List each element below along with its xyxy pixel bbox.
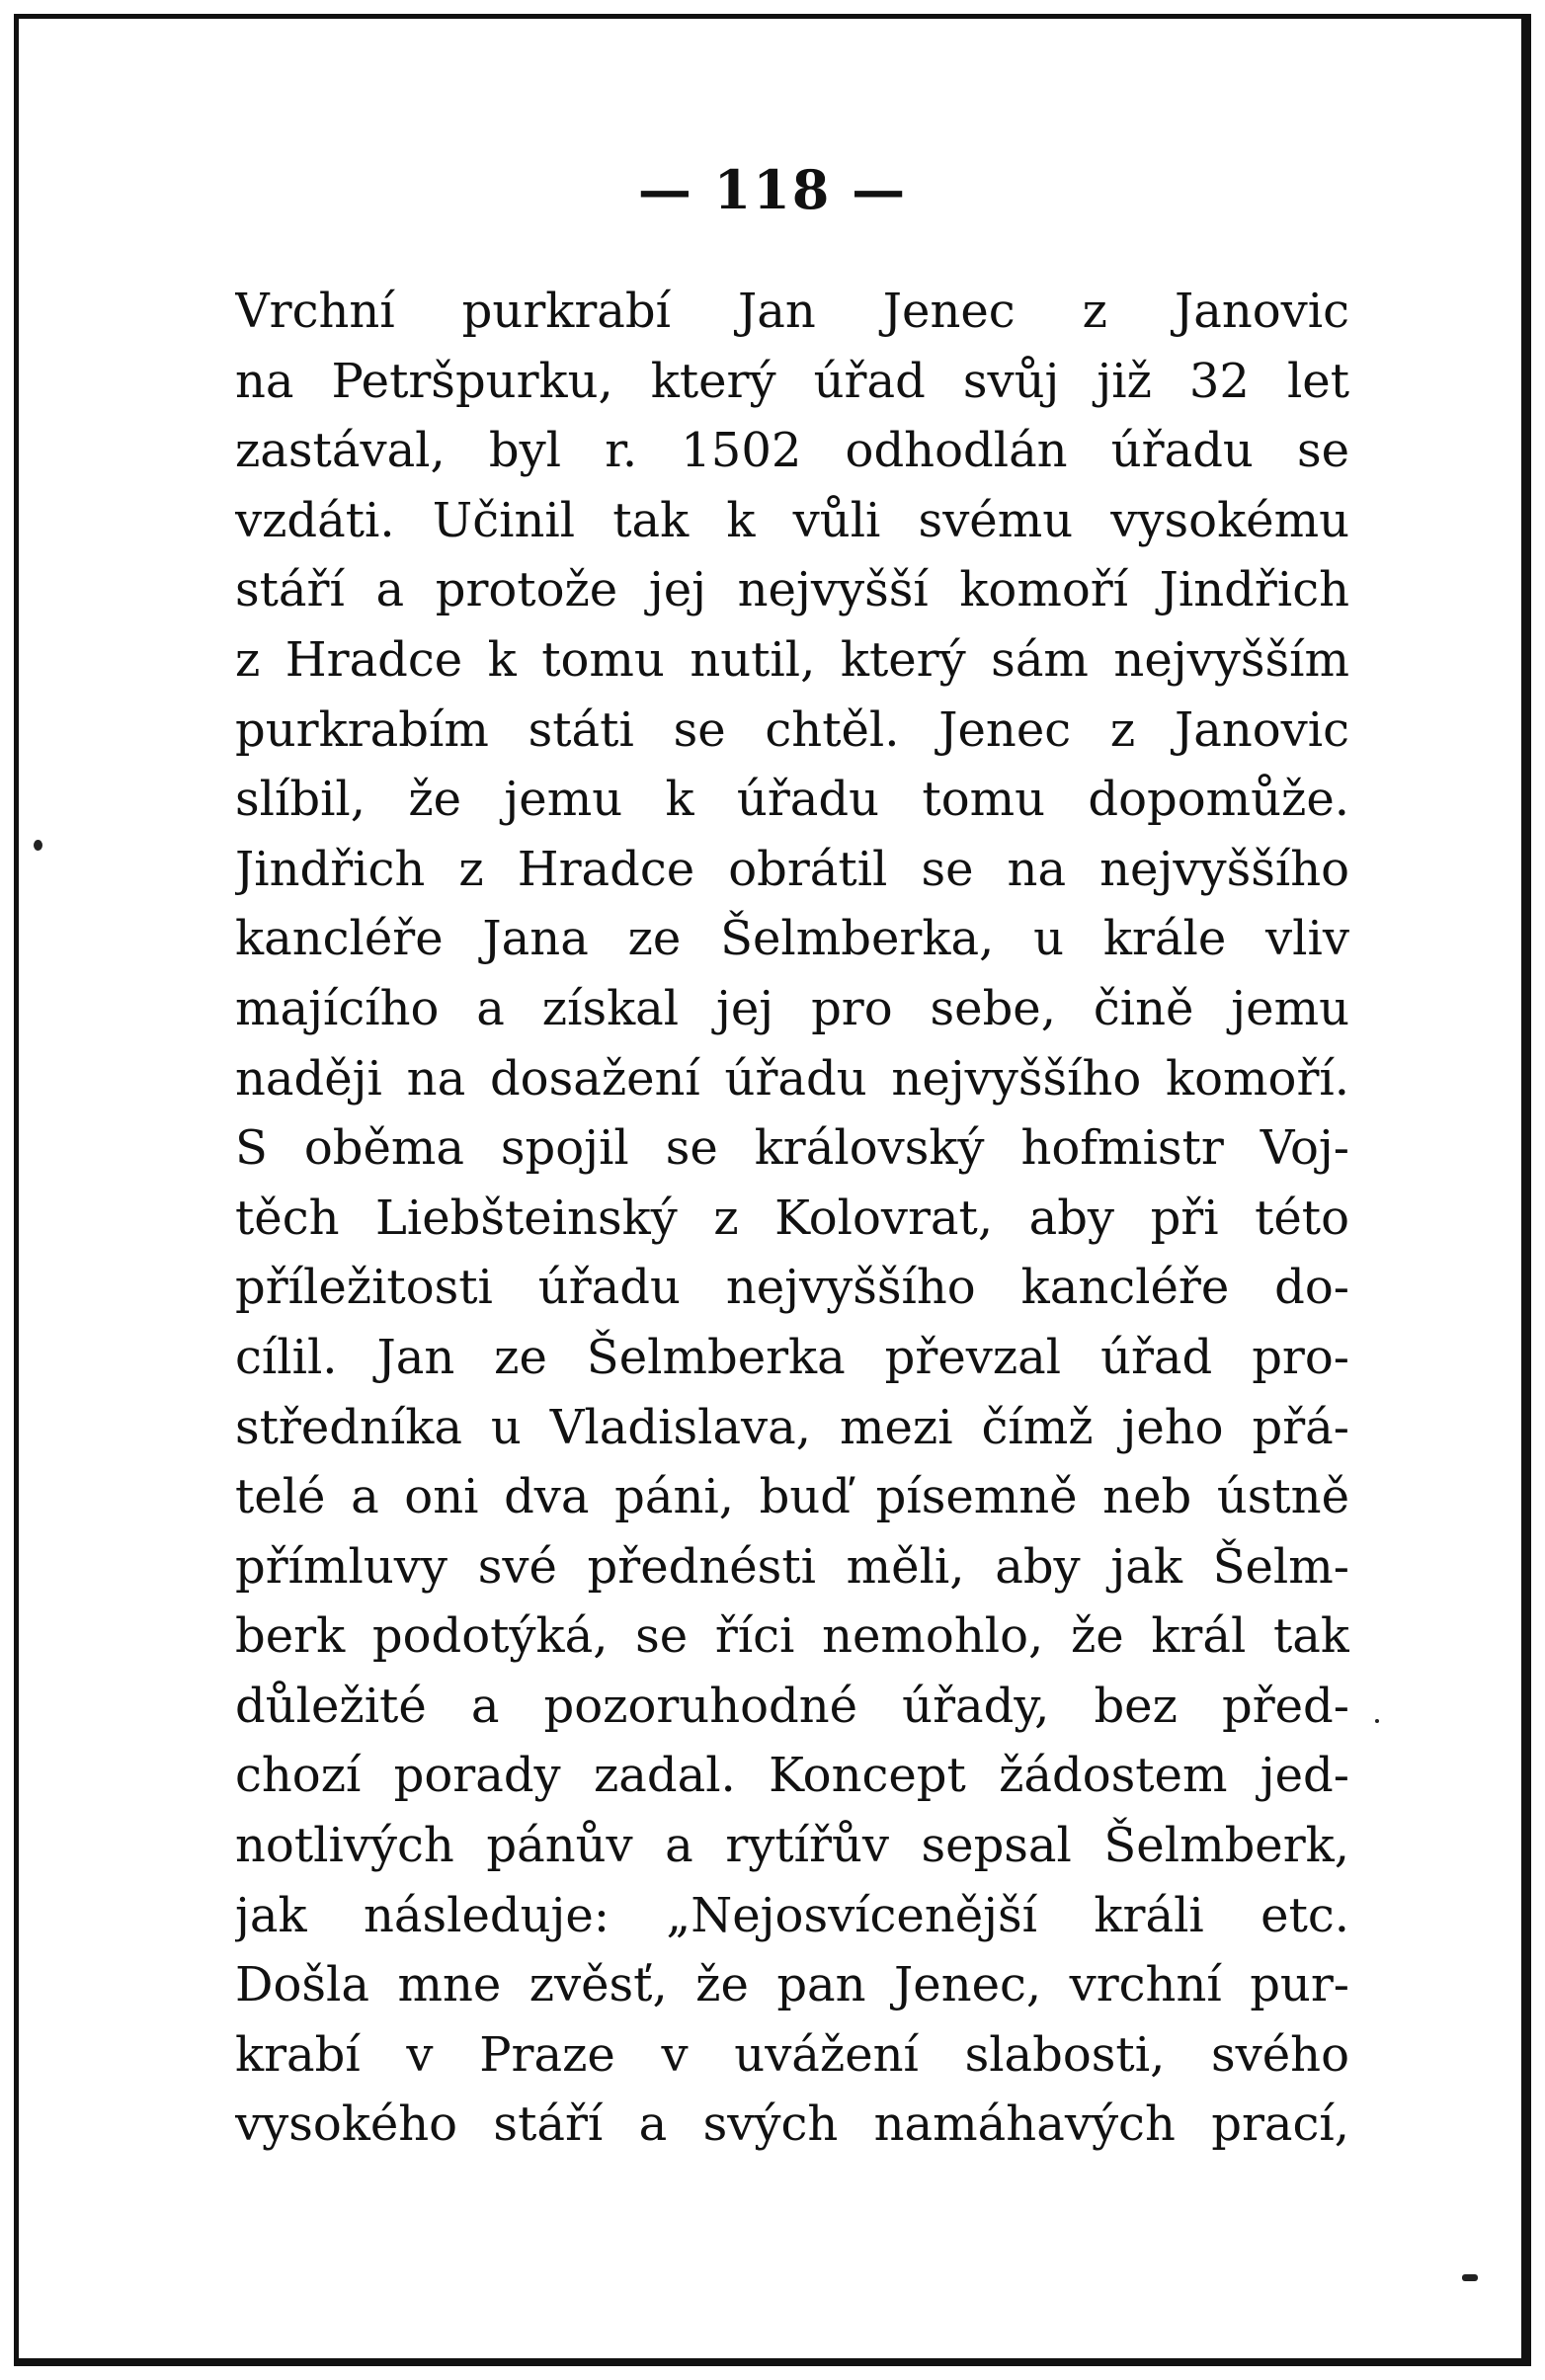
text-line: cílil. Jan ze Šelmberka převzal úřad pro-: [235, 1329, 1349, 1385]
page-number: — 118 —: [637, 158, 908, 221]
text-line: chozí porady zadal. Koncept žádostem jed-: [235, 1748, 1349, 1804]
text-line: telé a oni dva páni, buď písemně neb ústně: [235, 1469, 1349, 1525]
text-line: středníka u Vladislava, mezi čímž jeho přá-: [235, 1399, 1349, 1455]
text-line: naději na dosažení úřadu nejvyššího komoří.: [235, 1050, 1349, 1107]
text-line: stáří a protože jej nejvyšší komoří Jindřich: [235, 562, 1349, 618]
text-line: krabí v Praze v uvážení slabosti, svého: [235, 2026, 1349, 2083]
text-line: Jindřich z Hradce obrátil se na nejvyššího: [235, 841, 1349, 897]
text-line: Vrchní purkrabí Jan Jenec z Janovic: [235, 284, 1349, 339]
text-line: majícího a získal jej pro sebe, čině jemu: [235, 980, 1349, 1036]
text-line: jak následuje: „Nejosvícenější králi etc.: [235, 1887, 1349, 1943]
text-line: Došla mne zvěsť, že pan Jenec, vrchní pur-: [235, 1957, 1349, 2013]
scan-speck: [1462, 2274, 1478, 2281]
text-line: z Hradce k tomu nutil, který sám nejvyšším: [235, 631, 1349, 688]
text-line: zastával, byl r. 1502 odhodlán úřadu se: [235, 423, 1349, 479]
text-line: notlivých pánův a rytířův sepsal Šelmberk,: [235, 1818, 1349, 1874]
text-line: purkrabím státi se chtěl. Jenec z Janovic: [235, 701, 1349, 758]
text-line: těch Liebšteinský z Kolovrat, aby při této: [235, 1190, 1349, 1246]
text-line: vysokého stáří a svých namáhavých prací,: [235, 2096, 1349, 2153]
body-text: [235, 277, 1349, 2160]
text-line: vzdáti. Učinil tak k vůli svému vysokému: [235, 492, 1349, 548]
text-line: berk podotýká, se říci nemohlo, že král tak: [235, 1608, 1349, 1665]
scan-speck: [34, 840, 42, 851]
text-line: přímluvy své přednésti měli, aby jak Šelm-: [235, 1538, 1349, 1595]
text-line: na Petršpurku, který úřad svůj již 32 let: [235, 353, 1349, 409]
text-line: důležité a pozoruhodné úřady, bez před-: [235, 1678, 1349, 1734]
text-line: S oběma spojil se královský hofmistr Voj-: [235, 1120, 1349, 1177]
text-line: kancléře Jana ze Šelmberka, u krále vliv: [235, 911, 1349, 967]
text-line: příležitosti úřadu nejvyššího kancléře do-: [235, 1260, 1349, 1316]
scan-speck: [1375, 1719, 1379, 1723]
text-line: slíbil, že jemu k úřadu tomu dopomůže.: [235, 772, 1349, 828]
